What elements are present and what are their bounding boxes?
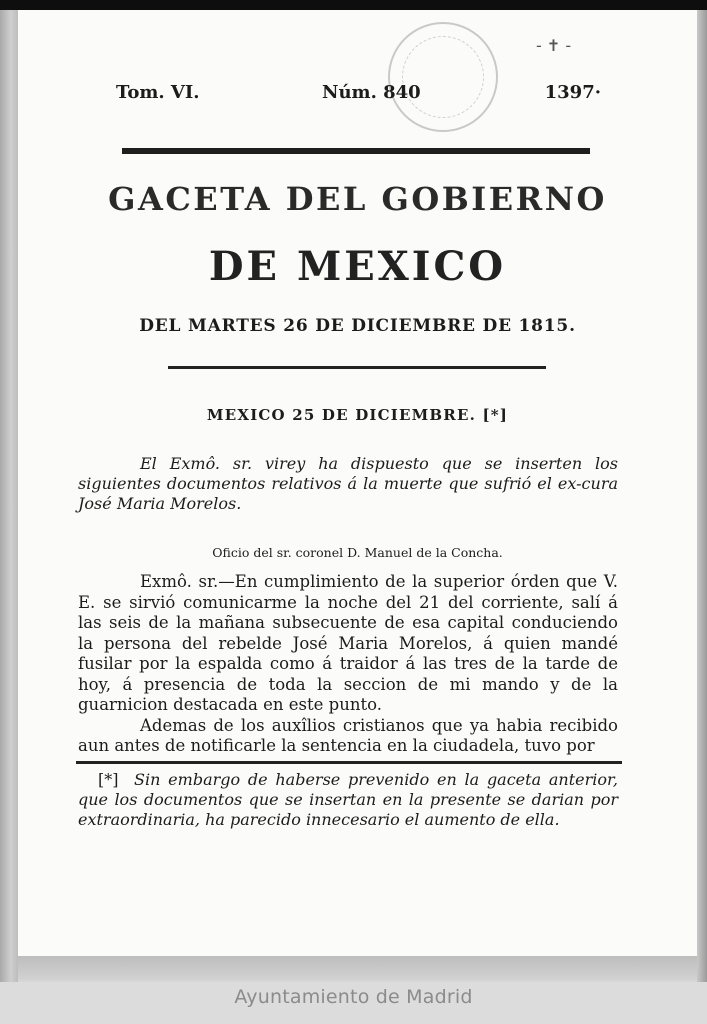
scan-top-edge	[0, 0, 707, 10]
article-dateline: MEXICO 25 DE DICIEMBRE. [*]	[206, 406, 509, 424]
masthead-title: GACETA DEL GOBIERNO	[108, 180, 607, 218]
footnote	[78, 770, 618, 830]
watermark-text: Ayuntamiento de Madrid	[234, 986, 473, 1008]
article-body	[78, 572, 618, 757]
margin-marks: - ✝ -	[536, 36, 572, 55]
footnote-mark: [*]	[98, 770, 119, 789]
body-paragraph: Exmô. sr.—En cumplimiento de la superior órden que V. E. se sirvió comunicarme la noche del 21 del corriente, salí á las seis de la mañana subsecuente de esa capital conduciendo la persona del rebelde José Maria Morelos, á quien mandé fusilar por la espalda como á traidor á las tres de la tarde de hoy, á presencia de toda la seccion de mi mando y de la guarnicion destacada en este punto.	[78, 572, 618, 714]
article-intro	[78, 454, 618, 514]
article-intro-text: El Exmô. sr. virey ha dispuesto que se inserten los siguientes documentos relativos á la muerte que sufrió el ex-cura José Maria Morelos.	[78, 454, 618, 513]
body-paragraph: Ademas de los auxîlios cristianos que ya habia recibido aun antes de notificarle la sentencia en la ciudadela, tuvo por	[78, 715, 618, 755]
masthead-rule	[168, 366, 546, 369]
page-bottom-shadow	[18, 956, 697, 980]
library-stamp	[388, 22, 498, 132]
header-rule	[122, 148, 590, 154]
watermark-bar	[0, 982, 707, 1024]
gazette-page	[18, 10, 697, 956]
book-binding-edge	[0, 10, 18, 1024]
masthead-subtitle: DE MEXICO	[208, 243, 507, 290]
page-number: 1397·	[544, 82, 601, 103]
footnote-rule	[76, 761, 622, 764]
oficio-heading: Oficio del sr. coronel D. Manuel de la Concha.	[212, 545, 503, 560]
footnote-text: Sin embargo de haberse prevenido en la gaceta anterior, que los documentos que se insertan en la presente se darian por extraordinaria, ha parecido innecesario el aumento de ella.	[78, 770, 619, 829]
issue-date: DEL MARTES 26 DE DICIEMBRE DE 1815.	[139, 316, 576, 336]
issue-number: Núm. 840	[322, 82, 421, 103]
scan-right-edge	[697, 10, 707, 1024]
volume-number: Tom. VI.	[116, 82, 200, 103]
